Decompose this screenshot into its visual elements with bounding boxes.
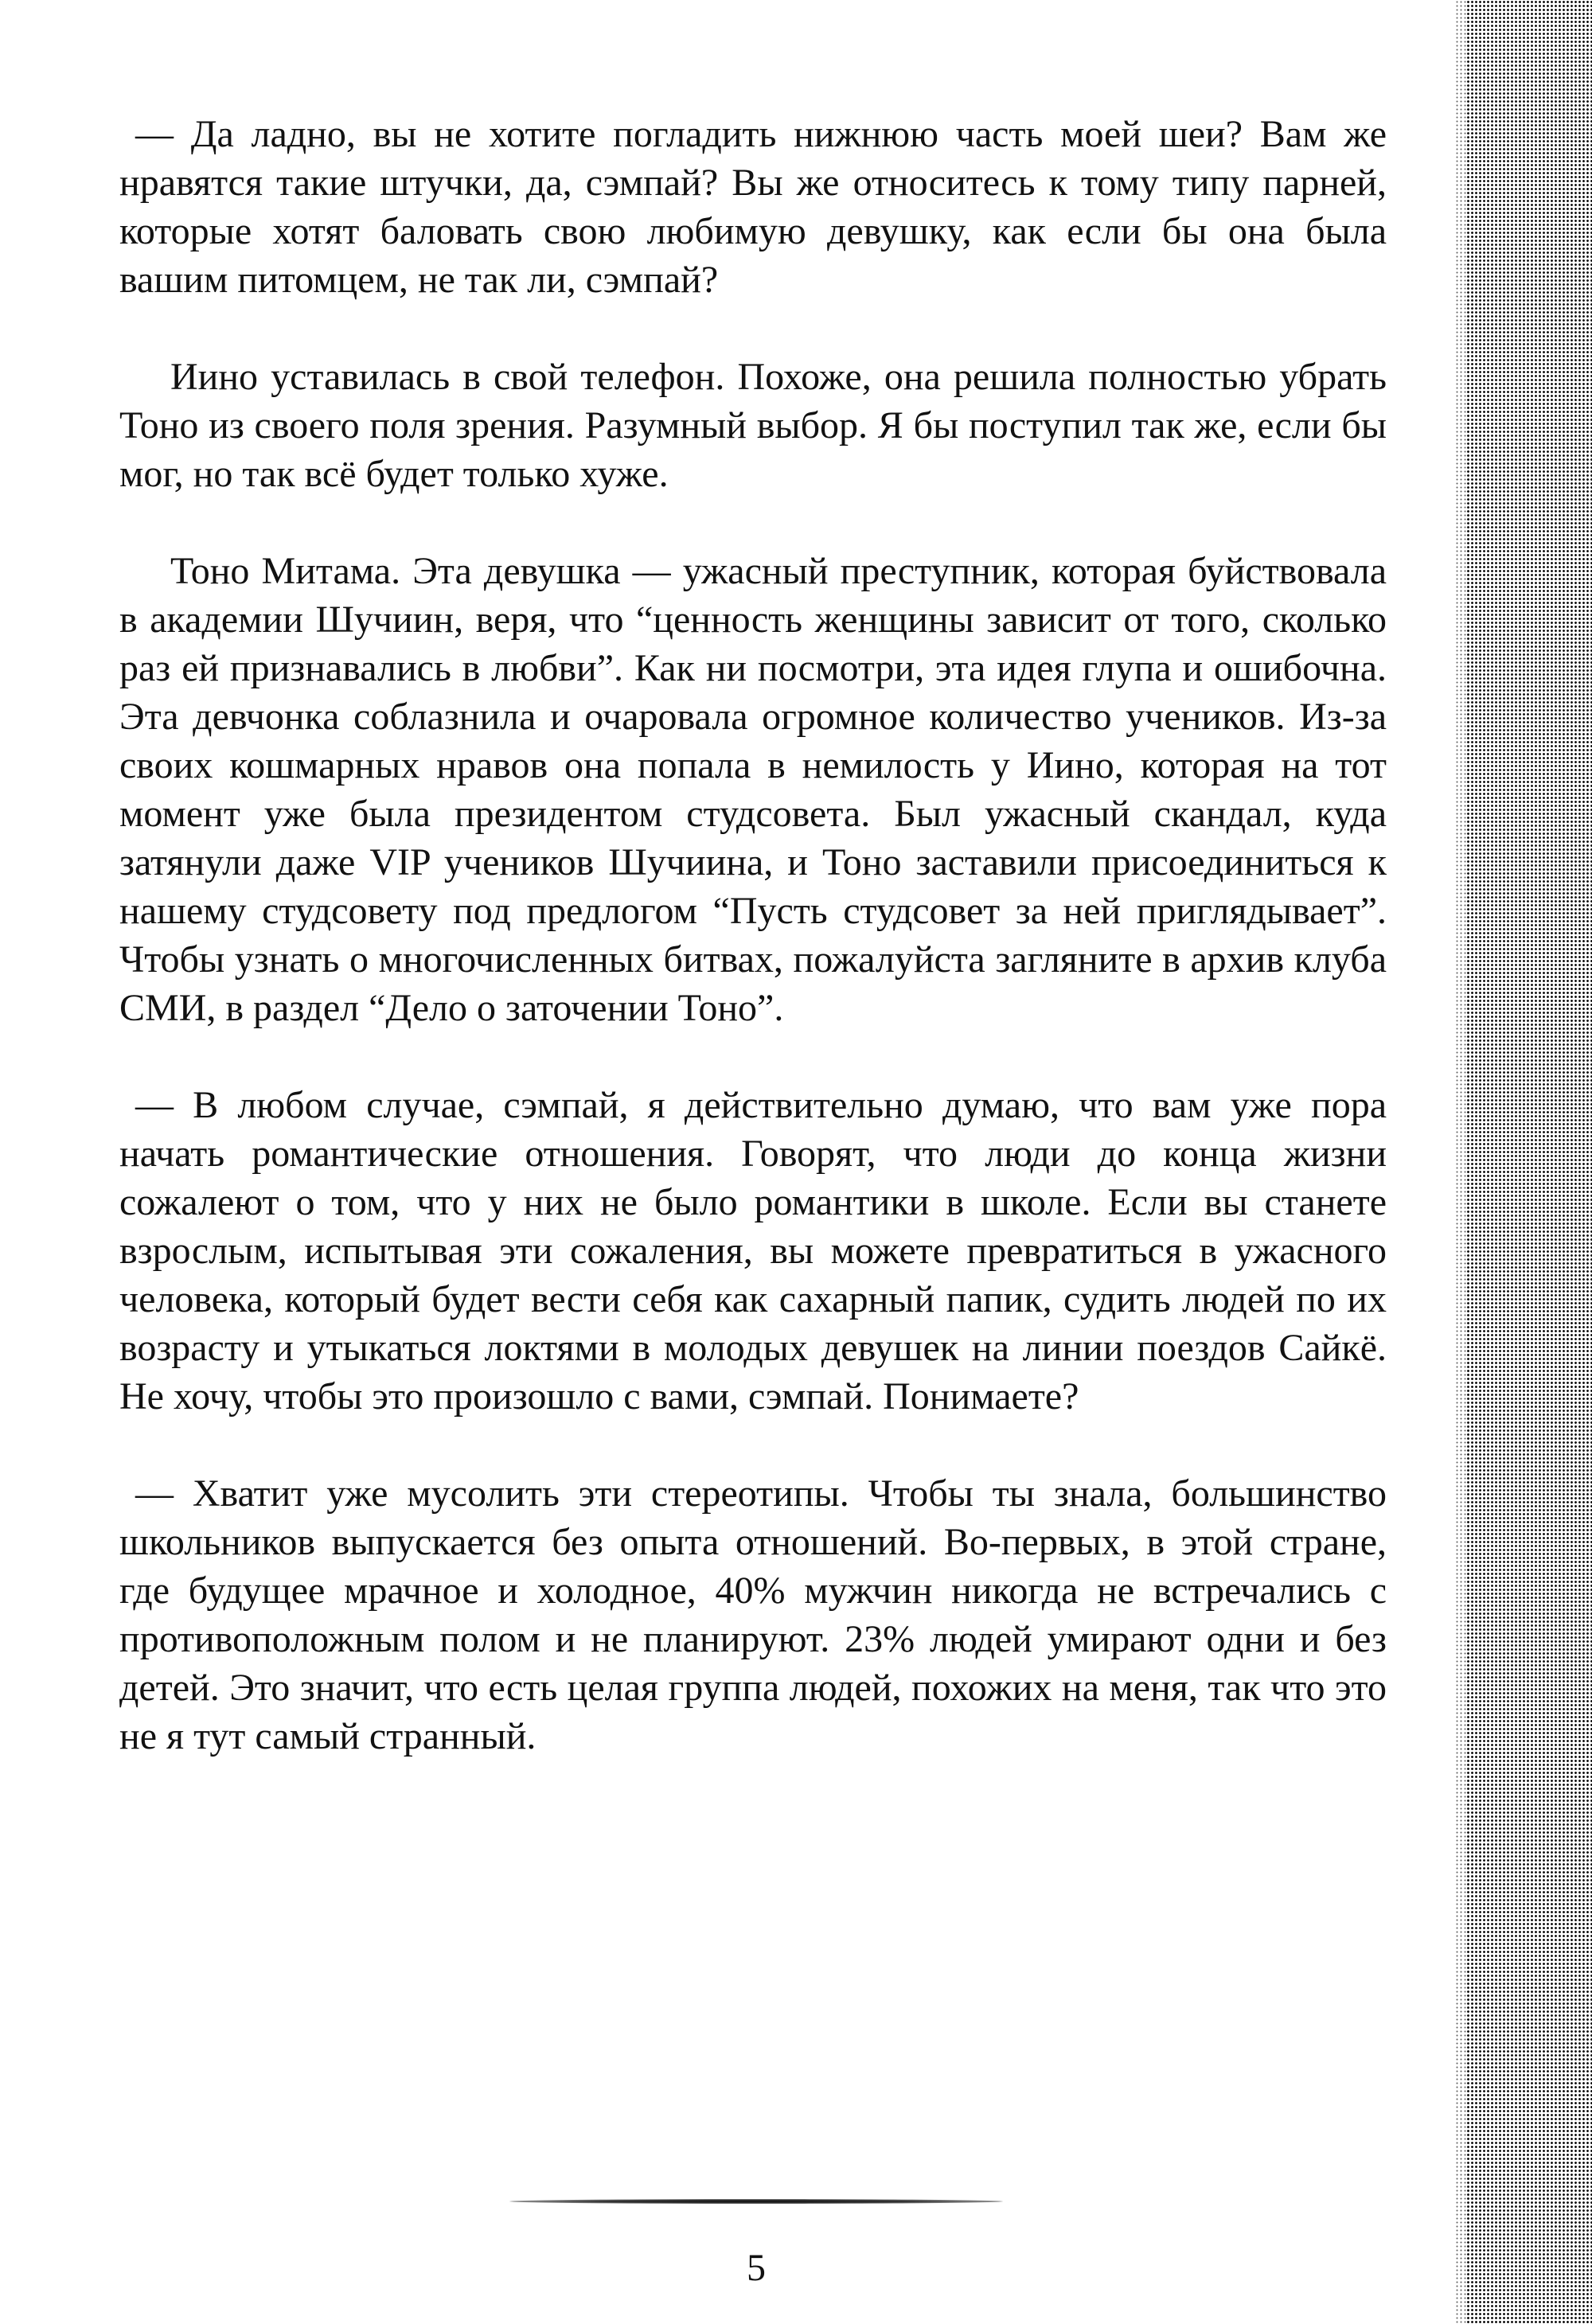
paragraph-5: — Хватит уже мусолить эти стереотипы. Чтобы ты знала, большинство школьников выпускается без опыта отношений. Во-первых, в этой стране, где будущее мрачное и холодное, 40% мужчин никогда не встречались с противоположным полом и не планируют. 23% людей умирают одни и без детей. Это значит, что есть целая группа людей, похожих на меня, так что это не я тут самый странный. <box>119 1472 1387 1757</box>
halftone-strip-edge <box>1455 0 1466 2324</box>
paragraph-3: Тоно Митама. Эта девушка — ужасный преступник, которая буйствовала в академии Шучиин, веря, что “ценность женщины зависит от того, сколько раз ей признавались в любви”. Как ни посмотри, эта идея глупа и ошибочна. Эта девчонка соблазнила и очаровала огромное количество учеников. Из-за своих кошмарных нравов она попала в немилость у Иино, которая на тот момент уже была президентом студсовета. Был ужасный скандал, куда затянули даже VIP учеников Шучиина, и Тоно заставили присоединиться к нашему студсовету под предлогом “Пусть студсовет за ней приглядывает”. Чтобы узнать о многочисленных битвах, пожалуйста загляните в архив клуба СМИ, в раздел “Дело о заточении Тоно”. <box>119 550 1387 1029</box>
halftone-side-strip <box>1466 0 1592 2324</box>
page-number: 5 <box>747 2247 766 2289</box>
body-text <box>119 110 1387 1809</box>
paragraph-1: — Да ладно, вы не хотите погладить нижнюю часть моей шеи? Вам же нравятся такие штучки, да, сэмпай? Вы же относитесь к тому типу парней, которые хотят баловать свою любимую девушку, как если бы она была вашим питомцем, не так ли, сэмпай? <box>119 113 1387 301</box>
paragraph-2: Иино уставилась в свой телефон. Похоже, она решила полностью убрать Тоно из своего поля зрения. Разумный выбор. Я бы поступил так же, если бы мог, но так всё будет только хуже. <box>119 356 1387 495</box>
footer-divider <box>509 2199 1003 2204</box>
paragraph-4: — В любом случае, сэмпай, я действительно думаю, что вам уже пора начать романтические отношения. Говорят, что люди до конца жизни сожалеют о том, что у них не было романтики в школе. Если вы станете взрослым, испытывая эти сожаления, вы можете превратиться в ужасного человека, который будет вести себя как сахарный папик, судить людей по их возрасту и утыкаться локтями в молодых девушек на линии поездов Сайкё. Не хочу, чтобы это произошло с вами, сэмпай. Понимаете? <box>119 1084 1387 1417</box>
